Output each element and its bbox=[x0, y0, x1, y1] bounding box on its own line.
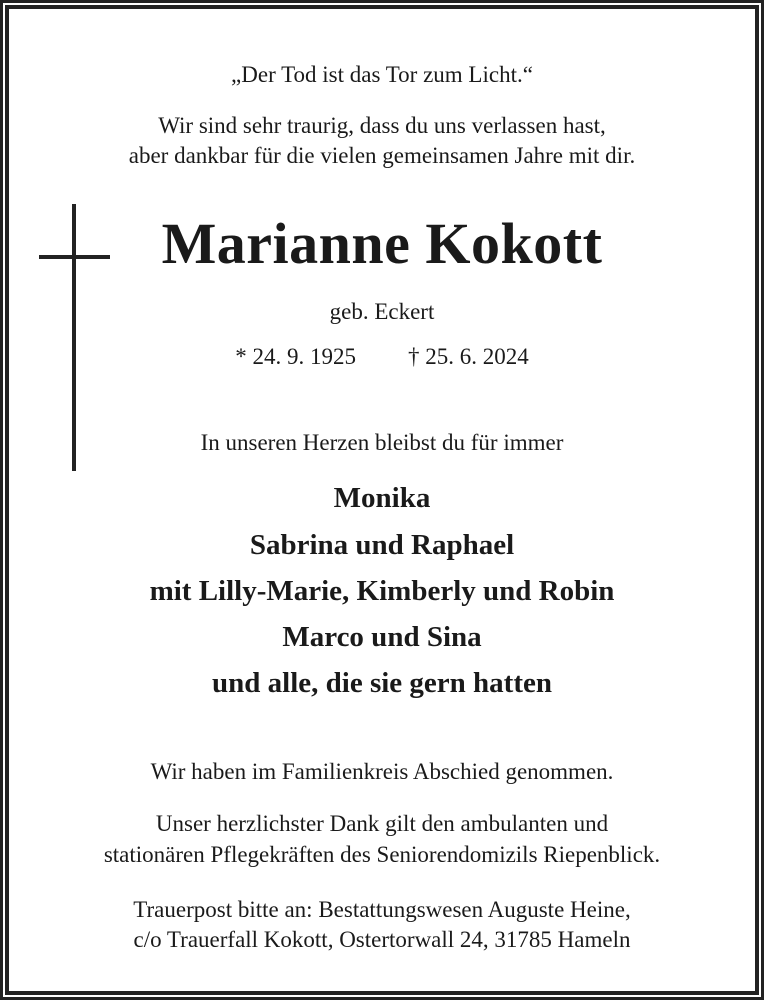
farewell-text: Wir haben im Familienkreis Abschied genommen. bbox=[150, 759, 614, 784]
mourner-line: Monika bbox=[333, 482, 431, 514]
death-date: † 25. 6. 2024 bbox=[408, 344, 529, 369]
birth-date: * 24. 9. 1925 bbox=[235, 344, 356, 369]
maiden-name: geb. Eckert bbox=[329, 299, 435, 324]
intro-line-1: Wir sind sehr traurig, dass du uns verlassen hast, bbox=[158, 113, 606, 138]
life-dates bbox=[0, 342, 764, 372]
thanks-line-1: Unser herzlichster Dank gilt den ambulanten und bbox=[155, 811, 609, 836]
memorial-line: In unseren Herzen bleibst du für immer bbox=[200, 430, 564, 455]
thanks-line-2: stationären Pflegekräften des Seniorendomizils Riepenblick. bbox=[103, 842, 661, 867]
mail-line-2: c/o Trauerfall Kokott, Ostertorwall 24, 31785 Hameln bbox=[133, 927, 631, 952]
quote: „Der Tod ist das Tor zum Licht.“ bbox=[231, 62, 533, 87]
intro-line-2: aber dankbar für die vielen gemeinsamen Jahre mit dir. bbox=[128, 143, 636, 168]
mourner-line: Marco und Sina bbox=[282, 621, 482, 653]
mail-line-1: Trauerpost bitte an: Bestattungswesen Auguste Heine, bbox=[133, 897, 631, 922]
mourner-line: mit Lilly-Marie, Kimberly und Robin bbox=[149, 575, 615, 607]
mourner-line: Sabrina und Raphael bbox=[249, 529, 515, 561]
deceased-name: Marianne Kokott bbox=[161, 211, 603, 276]
mourner-line: und alle, die sie gern hatten bbox=[212, 667, 552, 699]
